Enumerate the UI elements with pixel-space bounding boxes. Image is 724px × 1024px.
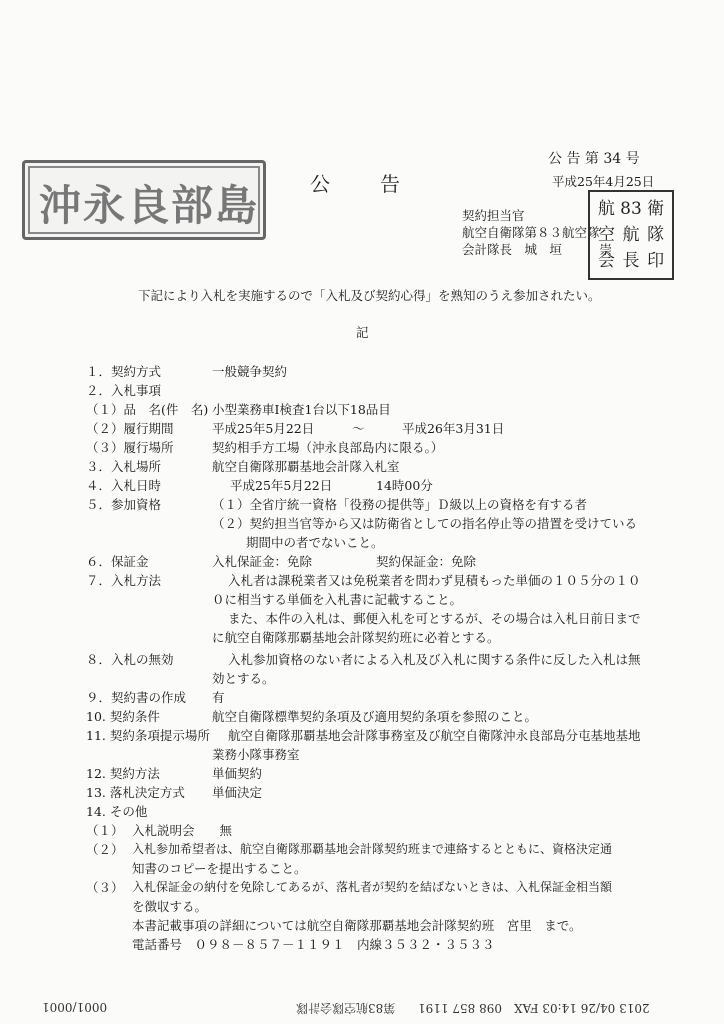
fax-header-middle: 第83航空隊会計隊 bbox=[296, 1001, 396, 1015]
item-9-label: ９．契約書の作成 bbox=[86, 690, 187, 705]
item-14-2-line-1: 入札参加希望者は、航空自衛隊那覇基地会計隊契約班まで連絡するとともに、資格決定通 bbox=[132, 842, 613, 856]
seal-char: 会 bbox=[597, 251, 615, 271]
item-10-label: 10. 契約条件 bbox=[86, 709, 160, 724]
item-7-label: ７．入札方法 bbox=[86, 573, 162, 588]
contact-line-3: 会計隊長 城 垣 崇 bbox=[462, 242, 613, 257]
item-1-value: 一般競争契約 bbox=[212, 364, 288, 379]
seal-char: 83 bbox=[620, 199, 642, 219]
seal-char: 長 bbox=[622, 251, 640, 271]
item-3-label: ３．入札場所 bbox=[86, 459, 162, 474]
item-8-line-2: 効とする。 bbox=[212, 671, 275, 686]
phone-number: 電話番号 ０９８－８５７－１１９１ 内線３５３２・３５３３ bbox=[132, 937, 495, 952]
seal-char: 印 bbox=[647, 251, 665, 271]
item-2-2-start: 平成25年5月22日 bbox=[212, 421, 315, 436]
contact-line-1: 契約担当官 bbox=[462, 208, 525, 223]
seal-char: 隊 bbox=[647, 225, 665, 245]
item-14-2-line-2: 知書のコピーを提出すること。 bbox=[132, 861, 307, 876]
item-6-bid-deposit: 入札保証金：免除 bbox=[212, 554, 313, 569]
item-2-2-end: 平成26年3月31日 bbox=[402, 421, 505, 436]
ki-heading: 記 bbox=[356, 325, 369, 340]
intro-text: 下記により入札を実施するので「入札及び契約心得」を熟知のうえ参加されたい。 bbox=[138, 288, 601, 303]
item-8-label: ８．入札の無効 bbox=[86, 652, 174, 667]
item-4-time: 14時00分 bbox=[376, 478, 433, 493]
item-5-value-2b: 期間中の者でないこと。 bbox=[246, 535, 384, 550]
notice-number: 公 告 第 34 号 bbox=[548, 151, 640, 167]
location-stamp bbox=[22, 160, 266, 240]
item-12-value: 単価契約 bbox=[212, 766, 263, 781]
item-12-label: 12. 契約方法 bbox=[86, 766, 160, 781]
fax-header-right: 0001/0001 bbox=[42, 1000, 108, 1014]
item-14-1-label: （１） bbox=[86, 823, 124, 838]
item-11-line-1: 航空自衛隊那覇基地会計隊事務室及び航空自衛隊沖永良部島分屯基地基地 bbox=[228, 728, 641, 743]
item-11-label: 11. 契約条項提示場所 bbox=[86, 728, 210, 743]
item-13-value: 単価決定 bbox=[212, 785, 263, 800]
contact-line-2: 航空自衛隊第８３航空隊 bbox=[462, 225, 600, 240]
seal-grid bbox=[594, 196, 668, 274]
seal-char: 空 bbox=[597, 225, 615, 245]
item-2-3-label: （３）履行場所 bbox=[86, 440, 174, 455]
item-2-2-tilde: ～ bbox=[352, 421, 365, 436]
item-2-1-value: 小型業務車Ⅰ検査1台以下18品目 bbox=[212, 402, 391, 417]
item-7-line-2: ０に相当する単価を入札書に記載すること。 bbox=[212, 592, 463, 607]
item-2-1-label: （１）品 名(件 名) bbox=[86, 402, 209, 417]
item-7-line-3: また、本件の入札は、郵便入札を可とするが、その場合は入札日前日まで bbox=[228, 611, 641, 626]
page-title: 公告 bbox=[310, 172, 450, 196]
item-14-1-value: 入札説明会 無 bbox=[132, 823, 233, 838]
item-6-label: ６．保証金 bbox=[86, 554, 149, 569]
item-2-label: ２．入札事項 bbox=[86, 383, 162, 398]
item-9-value: 有 bbox=[212, 690, 225, 705]
seal-char: 航 bbox=[597, 199, 615, 219]
item-5-label: ５．参加資格 bbox=[86, 497, 162, 512]
item-4-label: ４．入札日時 bbox=[86, 478, 162, 493]
item-7-line-1: 入札者は課税業者又は免税業者を問わず見積もった単価の１０５分の１０ bbox=[228, 573, 641, 588]
location-stamp-text: 沖永良部島 bbox=[39, 181, 260, 230]
item-14-2-label: （２） bbox=[86, 842, 124, 857]
seal-char: 航 bbox=[622, 225, 640, 245]
item-5-value-2a: （２）契約担当官等から又は防衛省としての指名停止等の措置を受けている bbox=[212, 516, 638, 531]
item-1-label: １．契約方式 bbox=[86, 364, 162, 379]
item-2-3-value: 契約相手方工場（沖永良部島内に限る。） bbox=[212, 440, 444, 455]
item-8-line-1: 入札参加資格のない者による入札及び入札に関する条件に反した入札は無 bbox=[228, 652, 641, 667]
notice-date: 平成25年4月25日 bbox=[552, 174, 655, 189]
item-14-3-line-2: を徴収する。 bbox=[132, 899, 208, 914]
item-3-value: 航空自衛隊那覇基地会計隊入札室 bbox=[212, 459, 400, 474]
item-5-value-1: （１）全省庁統一資格「役務の提供等」Ｄ級以上の資格を有する者 bbox=[212, 497, 588, 512]
item-2-2-label: （２）履行期間 bbox=[86, 421, 174, 436]
item-11-line-2: 業務小隊事務室 bbox=[212, 747, 300, 762]
seal-char: 衛 bbox=[647, 199, 665, 219]
item-6-contract-deposit: 契約保証金：免除 bbox=[376, 554, 477, 569]
item-14-3-label: （３） bbox=[86, 880, 124, 895]
item-14-3-line-1: 入札保証金の納付を免除してあるが、落札者が契約を結ばないときは、入札保証金相当額 bbox=[132, 880, 613, 894]
item-4-date: 平成25年5月22日 bbox=[230, 478, 333, 493]
item-7-line-4: に航空自衛隊那覇基地会計隊契約班に必着とする。 bbox=[212, 630, 500, 645]
item-14-label: 14. その他 bbox=[86, 804, 148, 819]
contact-note: 本書記載事項の詳細については航空自衛隊那覇基地会計隊契約班 宮里 まで。 bbox=[132, 918, 582, 933]
official-seal bbox=[588, 190, 674, 280]
item-13-label: 13. 落札決定方式 bbox=[86, 785, 185, 800]
fax-header-left: 2013 04/26 14:03 FAX 098 857 1191 bbox=[418, 1001, 650, 1015]
item-10-value: 航空自衛隊標準契約条項及び適用契約条項を参照のこと。 bbox=[212, 709, 538, 724]
